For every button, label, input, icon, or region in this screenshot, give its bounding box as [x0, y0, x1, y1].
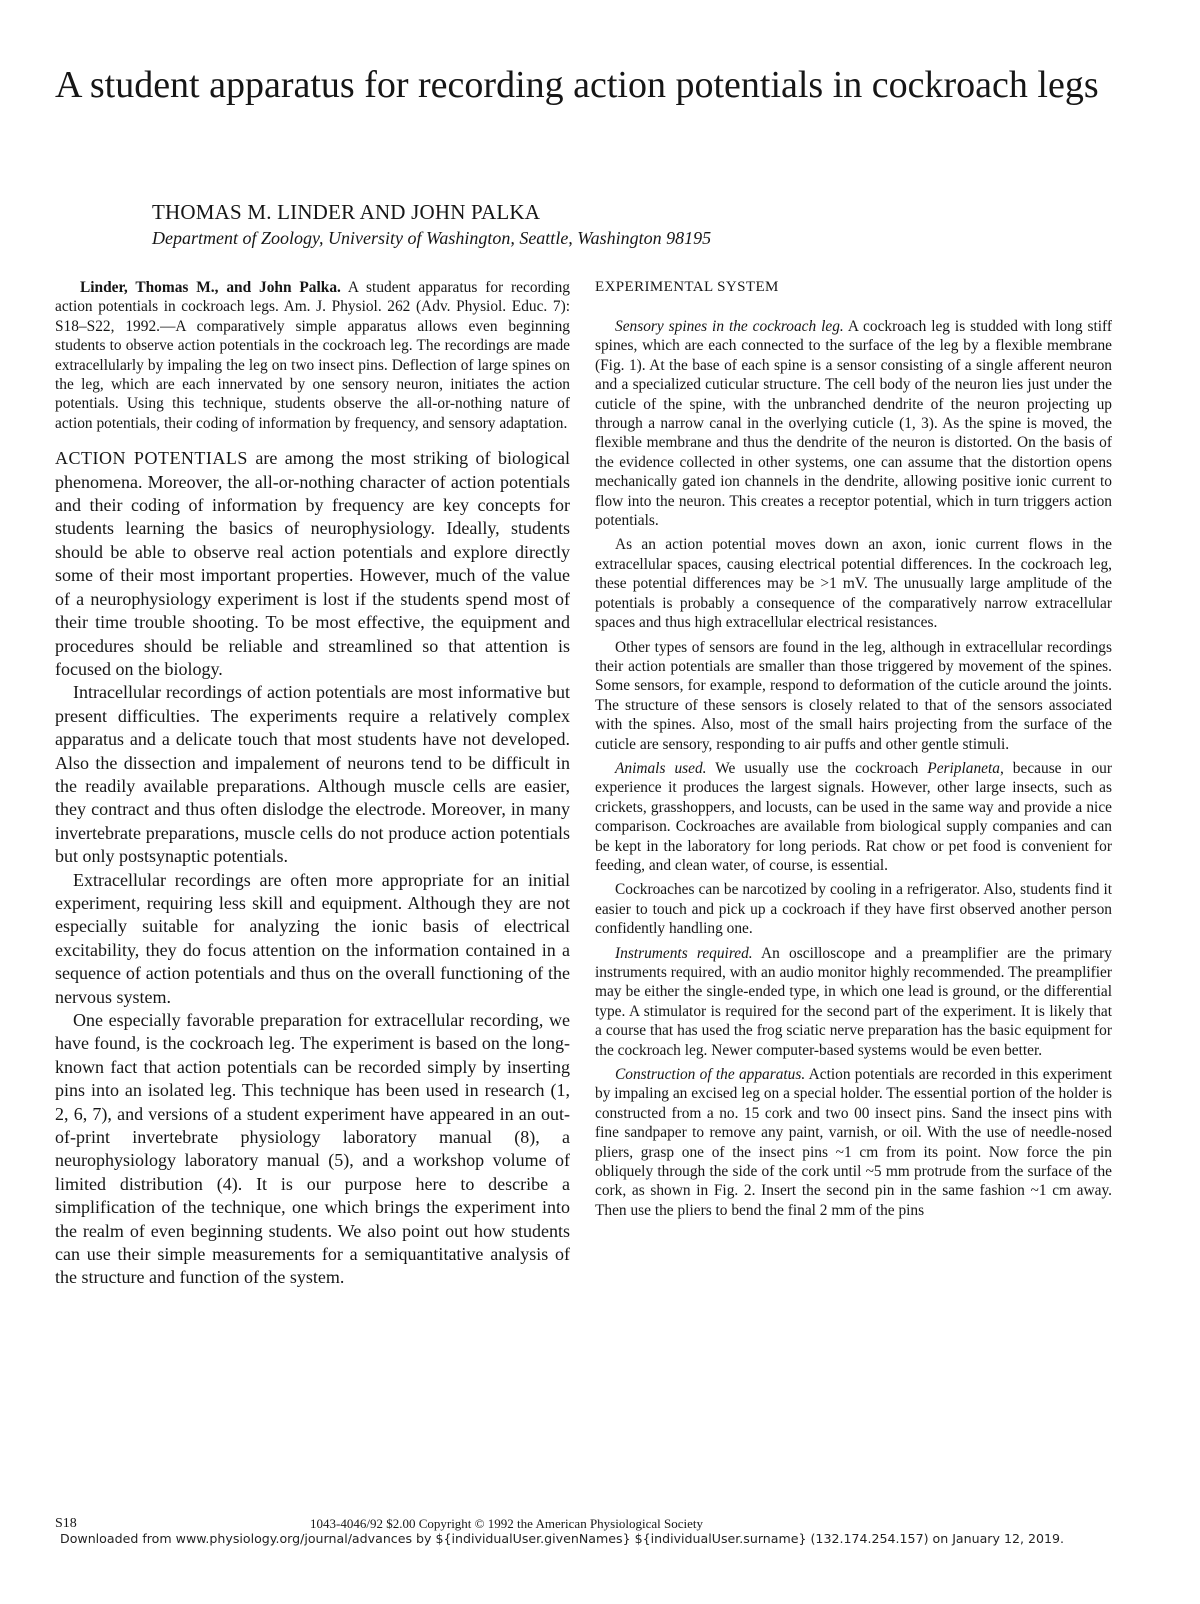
system-paragraph-2: As an action potential moves down an axon, ionic current flows in the extracellular spaces, causing electrical potential differences. In the cockroach leg, these potential differences may be >1 mV. The unusually large amplitude of the potentials is probably a consequence of the comparatively narrow extracellular spaces and thus high extracellular electrical resistances.: [595, 536, 1112, 632]
download-notice: Downloaded from www.physiology.org/journal/advances by ${individualUser.givenNames} ${individualUser.surname} (132.174.254.157) on January 12, 2019.: [60, 1531, 1065, 1546]
construction-text: Action potentials are recorded in this experiment by impaling an excised leg on a special holder. The essential portion of the holder is constructed from a no. 15 cork and two 00 insect pins. Sand the insect pins with fine sandpaper to remove any paint, varnish, or oil. With the use of needle-nosed pliers, grasp one of the insect pins ~1 cm from its point. Now force the pin obliquely through the side of the cork until ~5 mm protrude from the surface of the cork, as shown in Fig. 2. Insert the second pin in the same fashion ~1 cm away. Then use the pliers to bend the final 2 mm of the pins: [595, 1066, 1112, 1219]
system-paragraph-1-text: A cockroach leg is studded with long stiff spines, which are each connected to the surface of the leg by a flexible membrane (Fig. 1). At the base of each spine is a sensor consisting of a single afferent neuron and a specialized cuticular structure. The cell body of the neuron lies just under the cuticle of the spine, with the unbranched dendrite of the neuron projecting up through a narrow canal in the overlying cuticle (1, 3). As the spine is moved, the flexible membrane and thus the dendrite of the neuron is distorted. On the basis of the evidence collected in other systems, one can assume that the distortion opens mechanically gated ion channels in the dendrite, allowing positive ionic current to flow into the neuron. This creates a receptor potential, which in turn triggers action potentials.: [595, 318, 1112, 530]
copyright-line: 1043-4046/92 $2.00 Copyright © 1992 the American Physiological Society: [310, 1516, 703, 1531]
intro-body: [55, 447, 570, 1290]
authors: THOMAS M. LINDER AND JOHN PALKA: [152, 200, 541, 224]
subhead-instruments: Instruments required.: [615, 944, 753, 962]
experimental-system-body: [595, 317, 1112, 1220]
paper-title: A student apparatus for recording action potentials in cockroach legs: [55, 64, 1099, 106]
instruments-text: An oscilloscope and a preamplifier are the primary instruments required, with an audio monitor highly recommended. The preamplifier may be either the single-ended type, in which one lead is ground, or the differential type. A stimulator is required for the second part of the experiment. It is likely that a course that has used the frog sciatic nerve preparation has the basic equipment for the cockroach leg. Newer computer-based systems would be even better.: [595, 944, 1112, 1059]
left-column: [55, 278, 570, 1290]
abstract-text: A student apparatus for recording action potentials in cockroach legs. Am. J. Physiol. 262 (Adv. Physiol. Educ. 7): S18–S22, 1992.—A comparatively simple apparatus allows even beginning students to observe action potentials in the cockroach leg. The recordings are made extracellularly by impaling the leg on two insect pins. Deflection of large spines on the leg, which are each innervated by one sensory neuron, initiates the action potentials. Using this technique, students observe the all-or-nothing nature of action potentials, their coding of information by frequency, and sensory adaptation.: [55, 279, 571, 432]
subhead-construction: Construction of the apparatus.: [615, 1066, 806, 1084]
instruments-paragraph: [595, 944, 1112, 1060]
intro-paragraph-1-text: are among the most striking of biological phenomena. Moreover, the all-or-nothing character of action potentials and their coding of information by frequency are key concepts for students learning the basics of neurophysiology. Ideally, students should be able to observe real action potentials and explore directly some of their most important properties. However, much of the value of a neurophysiology experiment is lost if the students spend most of their time trouble shooting. To be most effective, the equipment and procedures should be reliable and streamlined so that attention is focused on the biology.: [55, 448, 570, 679]
narcotize-paragraph: Cockroaches can be narcotized by cooling in a refrigerator. Also, students find it easier to touch and pick up a cockroach if they have first observed another person confidently handling one.: [595, 881, 1112, 938]
subhead-sensory-spines: Sensory spines in the cockroach leg.: [615, 318, 844, 335]
abstract-citation-authors: Linder, Thomas M., and John Palka.: [80, 279, 341, 296]
construction-paragraph: [595, 1065, 1112, 1220]
animals-text-b: , because in our experience it produces the largest signals. However, other large insects, such as crickets, grasshoppers, and locusts, can be used in the same way and provide a nice comparison. Cockroaches are available from biological supply companies and can be kept in the laboratory for long periods. Rat chow or pet food is convenient for feeding, and clean water, of course, is essential.: [595, 759, 1112, 874]
system-paragraph-1: [595, 317, 1112, 530]
system-paragraph-3: Other types of sensors are found in the leg, although in extracellular recordings their action potentials are smaller than those triggered by movement of the spines. Some sensors, for example, respond to deformation of the cuticle around the joints. The structure of these sensors is closely related to that of the sensors associated with the spines. Also, most of the small hairs projecting from the surface of the cuticle are sensory, responding to air puffs and other gentle stimuli.: [595, 638, 1112, 753]
affiliation: Department of Zoology, University of Washington, Seattle, Washington 98195: [152, 228, 712, 248]
intro-paragraph-1: [55, 447, 570, 681]
subhead-animals-used: Animals used.: [615, 759, 707, 777]
intro-lead: ACTION POTENTIALS: [55, 448, 248, 469]
animals-text-a: We usually use the cockroach: [706, 759, 928, 777]
intro-paragraph-4: One especially favorable preparation for extracellular recording, we have found, is the cockroach leg. The experiment is based on the long-known fact that action potentials can be recorded simply by inserting pins into an isolated leg. This technique has been used in research (1, 2, 6, 7), and versions of a student experiment have appeared in an out-of-print invertebrate physiology laboratory manual (8), a neurophysiology laboratory manual (5), and a workshop volume of limited distribution (4). It is our purpose here to describe a simplification of the technique, one which brings the experiment into the realm of even beginning students. We also point out how students can use their simple measurements for a semiquantitative analysis of the structure and function of the system.: [55, 1010, 570, 1288]
abstract: [55, 278, 570, 433]
section-heading: EXPERIMENTAL SYSTEM: [595, 279, 779, 295]
page-number: S18: [55, 1516, 77, 1531]
intro-paragraph-3: Extracellular recordings are often more appropriate for an initial experiment, requiring less skill and equipment. Although they are not especially suitable for analyzing the ionic basis of electrical excitability, they do focus attention on the information contained in a sequence of action potentials and thus on the overall functioning of the nervous system.: [55, 869, 570, 1007]
intro-paragraph-2: Intracellular recordings of action potentials are most informative but present difficulties. The experiments require a relatively complex apparatus and a delicate touch that most students have not developed. Also the dissection and impalement of neurons tend to be difficult in the readily available preparations. Although muscle cells are easier, they contract and thus often dislodge the electrode. Moreover, in many invertebrate preparations, muscle cells do not produce action potentials but only postsynaptic potentials.: [55, 682, 570, 867]
right-column: [595, 278, 1112, 1220]
genus-name: Periplaneta: [927, 759, 1000, 777]
animals-paragraph: [595, 759, 1112, 875]
